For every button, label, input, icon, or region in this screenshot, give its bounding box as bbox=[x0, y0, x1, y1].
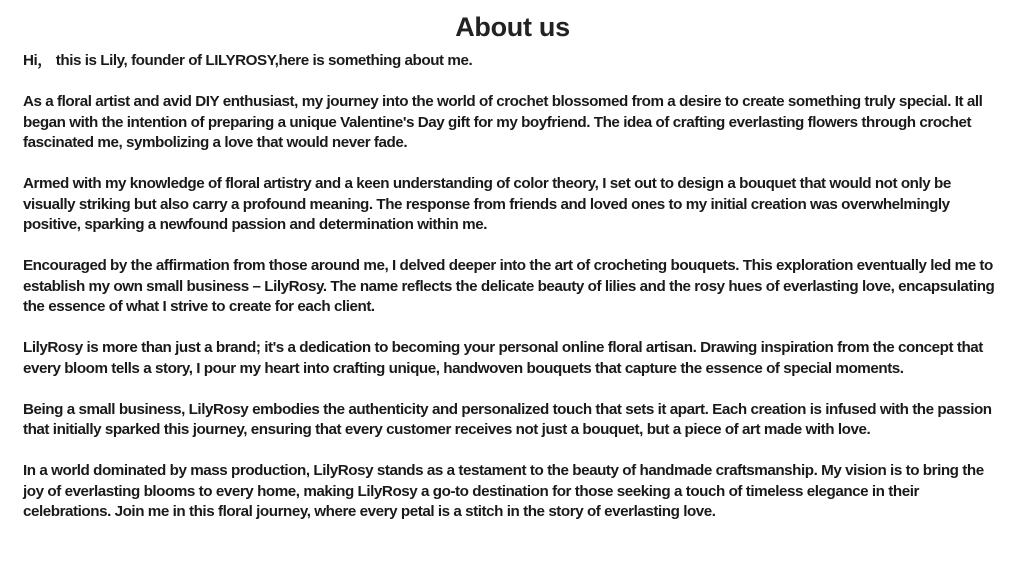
page-title: About us bbox=[455, 12, 570, 42]
brand-paragraph: LilyRosy is more than just a brand; it's a dedication to becoming your personal online floral artisan. Drawing inspiration from the concept that every bloom tells a story, I pour my heart into crafting unique, handwoven bouquets that capture the essence of special moments. bbox=[23, 339, 983, 377]
vision-paragraph: In a world dominated by mass production, LilyRosy stands as a testament to the beauty of handmade craftsmanship. My vision is to bring the joy of everlasting blooms to every home, making LilyRosy a go-to destination for those seeking a touch of timeless elegance in their celebrations. Join me in this floral journey, where every petal is a stitch in the story of everlasting love. bbox=[23, 462, 984, 520]
intro-paragraph: Hi， this is Lily, founder of LILYROSY,here is something about me. bbox=[23, 52, 473, 69]
about-content bbox=[23, 51, 1002, 523]
origin-paragraph: As a floral artist and avid DIY enthusiast, my journey into the world of crochet blossomed from a desire to create something truly special. It all began with the intention of preparing a unique Valentine's Day gift for my boyfriend. The idea of crafting everlasting flowers through crochet fascinated me, symbolizing a love that would never fade. bbox=[23, 93, 983, 151]
small-business-paragraph: Being a small business, LilyRosy embodies the authenticity and personalized touch that sets it apart. Each creation is infused with the passion that initially sparked this journey, ensuring that every customer receives not just a bouquet, but a piece of art made with love. bbox=[23, 400, 992, 438]
business-paragraph: Encouraged by the affirmation from those around me, I delved deeper into the art of crocheting bouquets. This exploration eventually led me to establish my own small business – LilyRosy. The name reflects the delicate beauty of lilies and the rosy hues of everlasting love, encapsulating the essence of what I strive to create for each client. bbox=[23, 257, 995, 315]
design-paragraph: Armed with my knowledge of floral artistry and a keen understanding of color theory, I set out to design a bouquet that would not only be visually striking but also carry a profound meaning. The response from friends and loved ones to my initial creation was overwhelmingly positive, sparking a newfound passion and determination within me. bbox=[23, 175, 951, 233]
